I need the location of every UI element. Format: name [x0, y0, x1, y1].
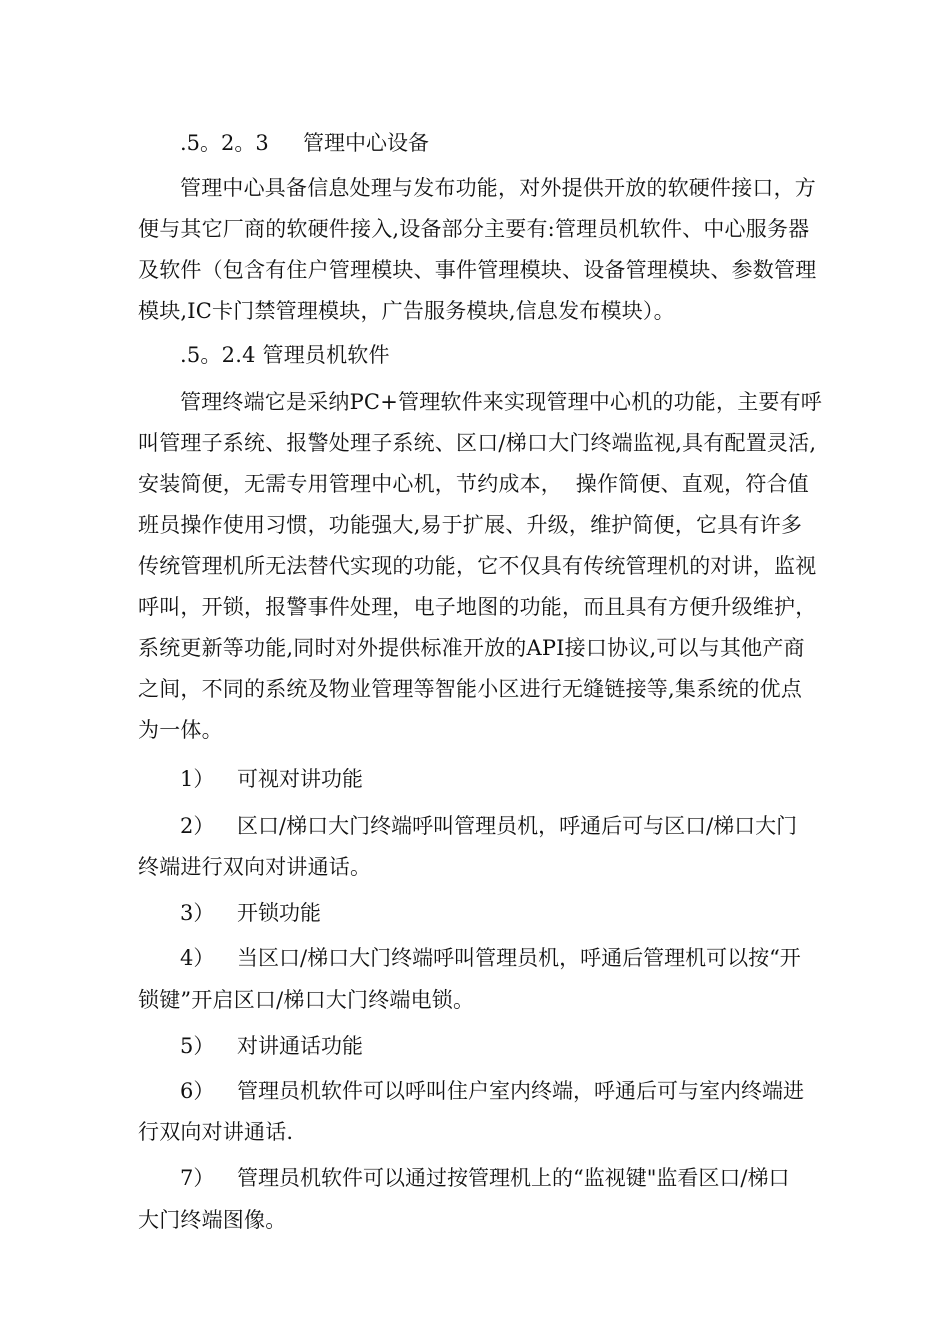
- list-item-text: 开锁功能: [237, 901, 321, 925]
- list-item-number: 2）: [180, 814, 215, 838]
- list-item-number: 3）: [180, 901, 215, 925]
- paragraph-line: 叫管理子系统、报警处理子系统、区口/梯口大门终端监视,具有配置灵活,: [138, 431, 817, 455]
- paragraph-line: 传统管理机所无法替代实现的功能，它不仅具有传统管理机的对讲，监视: [138, 554, 817, 578]
- list-item-continuation: 终端进行双向对讲通话。: [138, 855, 372, 879]
- paragraph-line: 便与其它厂商的软硬件接入,设备部分主要有:管理员机软件、中心服务器: [138, 217, 810, 241]
- list-item-text: 区口/梯口大门终端呼叫管理员机，呼通后可与区口/梯口大门: [237, 814, 798, 838]
- section-523-number: .5。2。3: [180, 131, 269, 155]
- paragraph-line: 系统更新等功能,同时对外提供标准开放的API接口协议,可以与其他产商: [138, 636, 805, 660]
- section-523-title: 管理中心设备: [303, 131, 429, 155]
- paragraph-line: 班员操作使用习惯，功能强大,易于扩展、升级，维护简便，它具有许多: [138, 513, 803, 537]
- list-item-text: 可视对讲功能: [237, 767, 363, 791]
- paragraph-line: 模块,IC卡门禁管理模块，广告服务模块,信息发布模块）。: [138, 299, 675, 323]
- list-item-number: 5）: [180, 1034, 215, 1058]
- list-item-continuation: 行双向对讲通话.: [138, 1120, 294, 1144]
- list-item-continuation: 锁键”开启区口/梯口大门终端电锁。: [138, 988, 475, 1012]
- list-item-number: 6）: [180, 1079, 215, 1103]
- list-item-number: 7）: [180, 1166, 215, 1190]
- paragraph-line: 管理中心具备信息处理与发布功能，对外提供开放的软硬件接口，方: [180, 176, 816, 200]
- list-item-number: 1）: [180, 767, 215, 791]
- paragraph-line: 呼叫，开锁，报警事件处理，电子地图的功能，而且具有方便升级维护，: [138, 595, 817, 619]
- list-item-continuation: 大门终端图像。: [138, 1208, 287, 1232]
- list-item-text: 管理员机软件可以通过按管理机上的“监视键"监看区口/梯口: [237, 1166, 790, 1190]
- paragraph-line: 安装简便，无需专用管理中心机，节约成本， 操作简便、直观，符合值: [138, 472, 809, 496]
- list-item-text: 当区口/梯口大门终端呼叫管理员机，呼通后管理机可以按“开: [237, 946, 801, 970]
- paragraph-line: 为一体。: [138, 718, 223, 742]
- list-item-text: 管理员机软件可以呼叫住户室内终端，呼通后可与室内终端进: [237, 1079, 804, 1103]
- paragraph-line: 之间，不同的系统及物业管理等智能小区进行无缝链接等,集系统的优点: [138, 677, 803, 701]
- list-item-number: 4）: [180, 946, 215, 970]
- section-524-heading: .5。2.4 管理员机软件: [180, 343, 390, 367]
- paragraph-line: 管理终端它是采纳PC+管理软件来实现管理中心机的功能，主要有呼: [180, 390, 822, 414]
- paragraph-line: 及软件（包含有住户管理模块、事件管理模块、设备管理模块、参数管理: [138, 258, 817, 282]
- list-item-text: 对讲通话功能: [237, 1034, 363, 1058]
